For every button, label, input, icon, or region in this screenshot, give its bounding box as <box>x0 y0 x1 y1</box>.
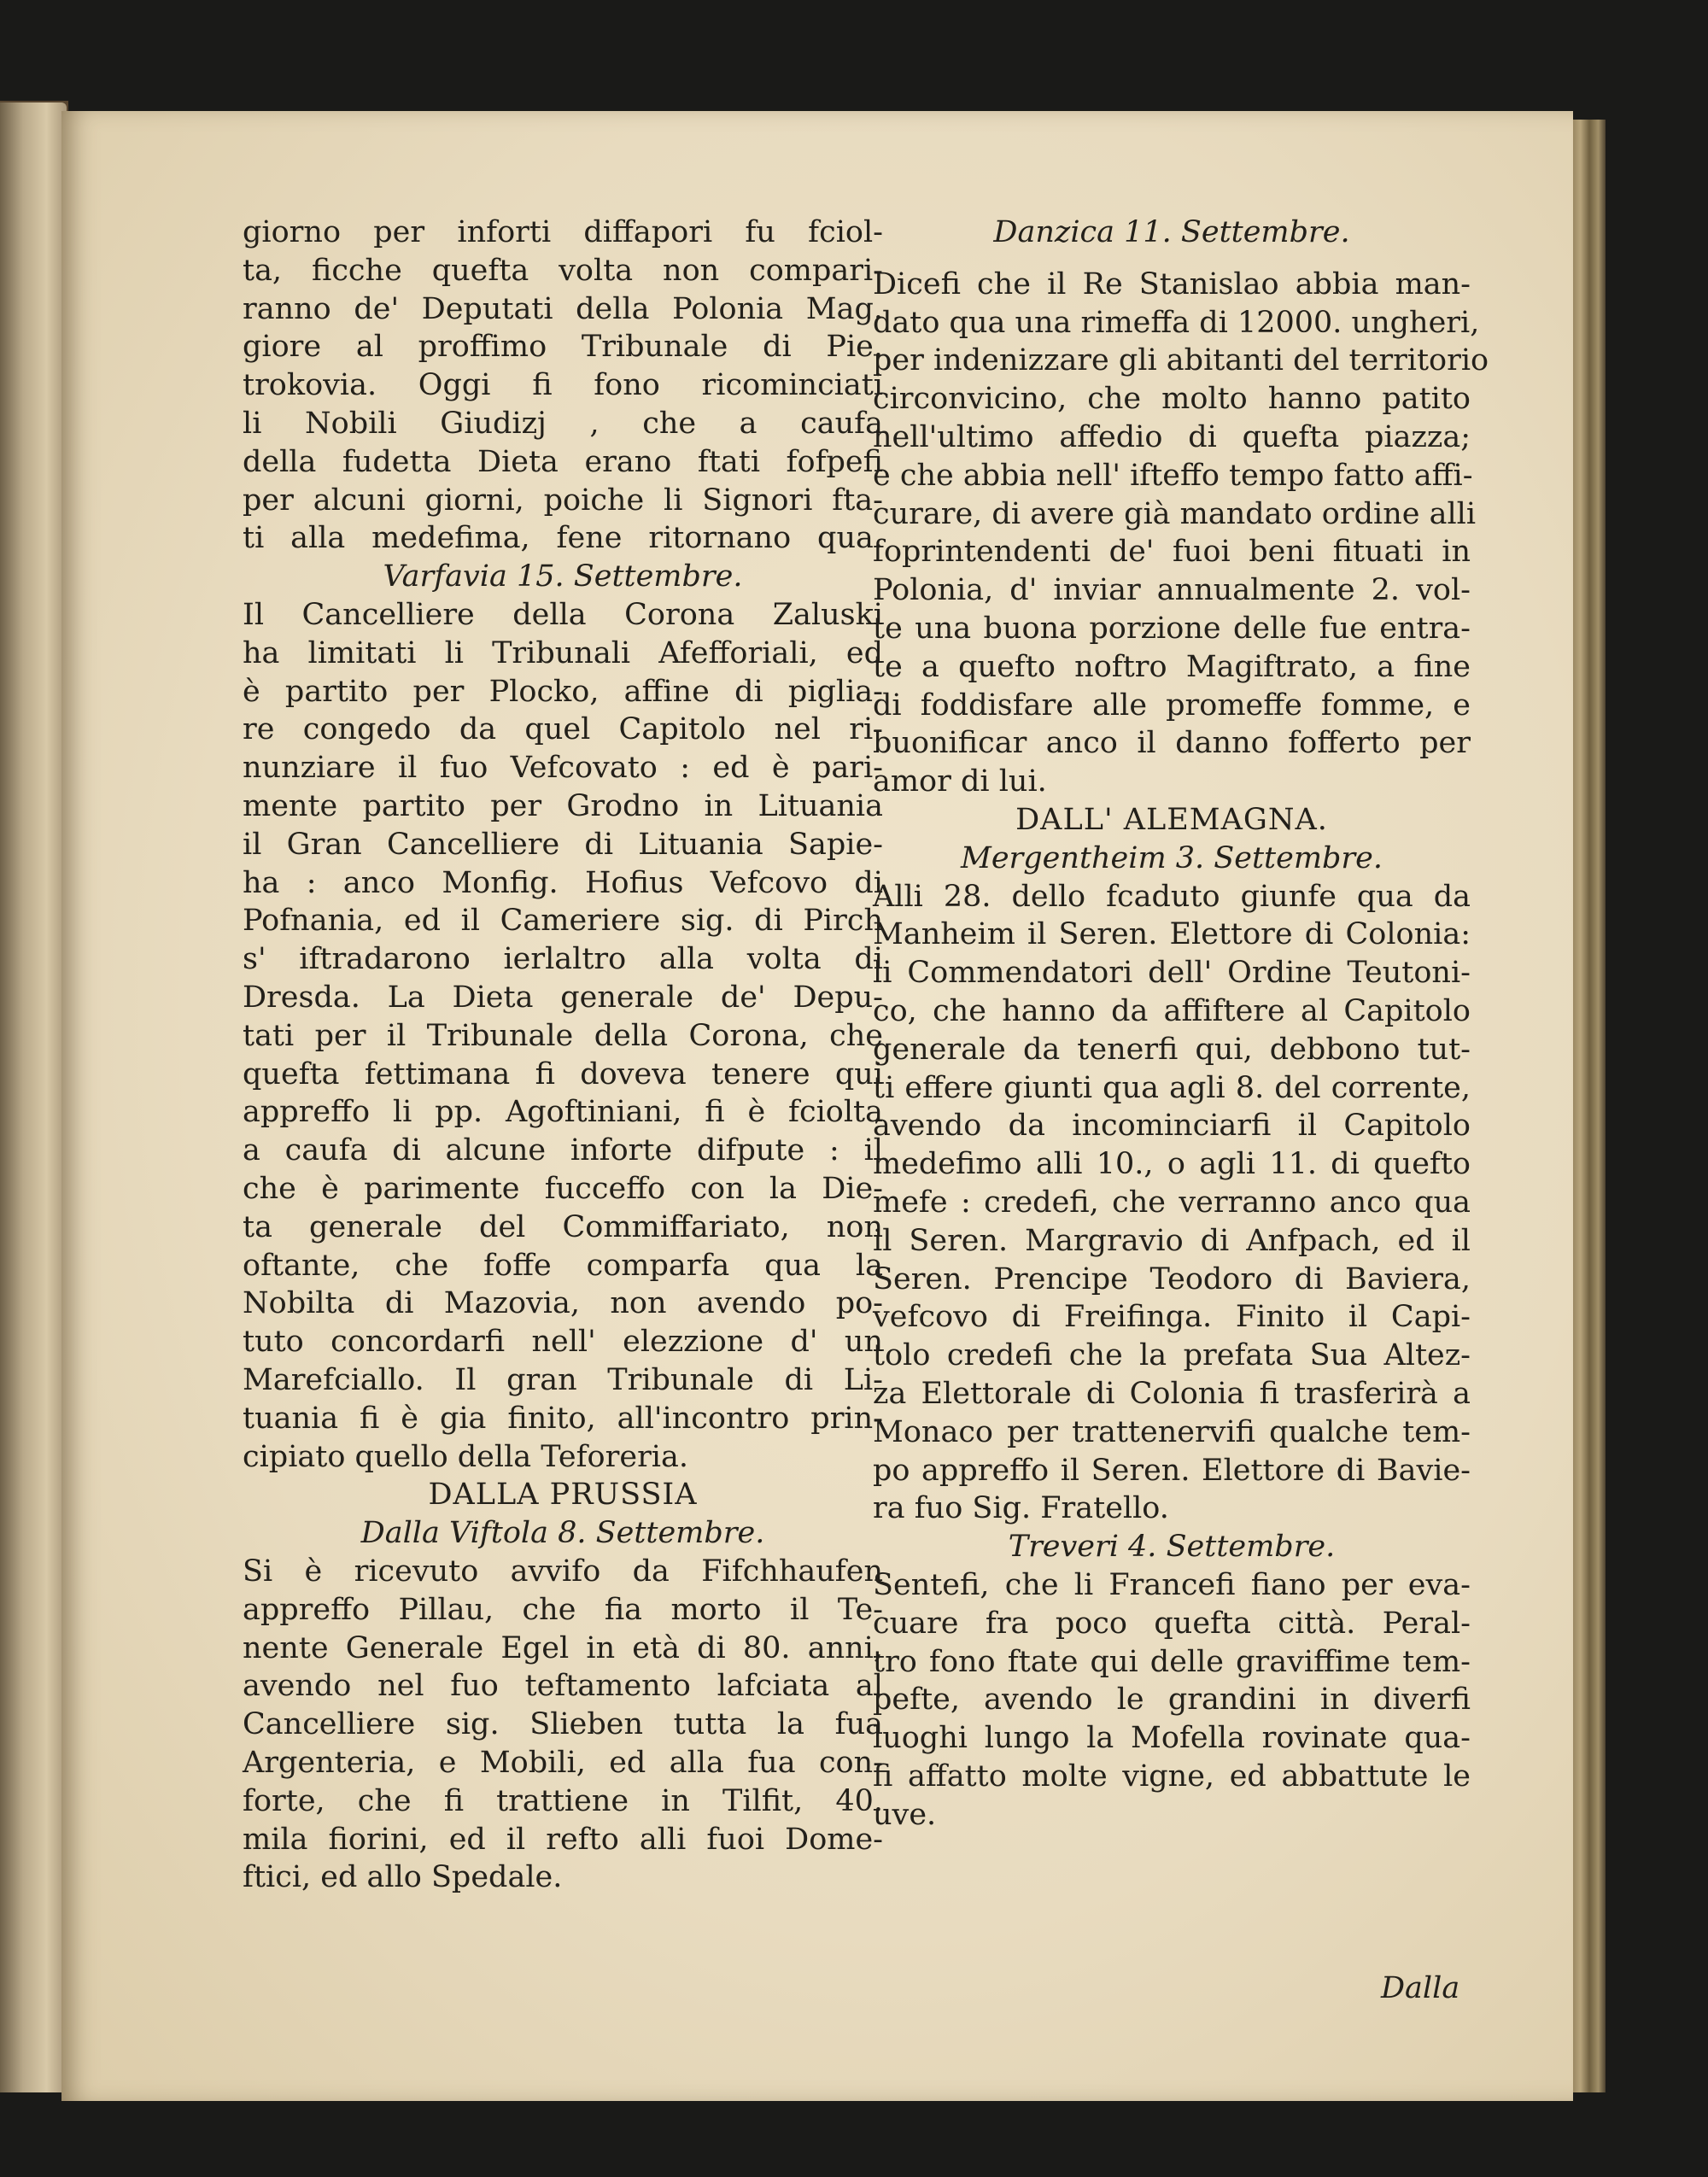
text-line: avendo nel fuo teftamento lafciata al <box>243 1669 883 1704</box>
text-line: per alcuni giorni, poiche li Signori fta- <box>243 483 883 518</box>
text-line: nente Generale Egel in età di 80. anni, <box>243 1630 883 1665</box>
text-line: amor di lui. <box>873 764 1047 799</box>
text-line: ra fuo Sig. Fratello. <box>873 1491 1169 1526</box>
text-line: Dresda. La Dieta generale de' Depu- <box>243 980 883 1015</box>
text-line: Il Cancelliere della Corona Zaluski <box>243 598 883 632</box>
text-line: trokovia. Oggi fi fono ricominciati <box>243 368 883 403</box>
text-line: per indenizzare gli abitanti del territorio <box>873 343 1489 378</box>
book-page <box>61 111 1573 2101</box>
dateline: Mergentheim 3. Settembre. <box>961 840 1383 875</box>
text-line: luoghi lungo la Mofella rovinate qua- <box>873 1721 1471 1756</box>
text-line: cipiato quello della Teforeria. <box>243 1439 688 1474</box>
text-line: il Seren. Margravio di Anfpach, ed il <box>873 1223 1471 1258</box>
text-line: te a quefto noftro Magiftrato, a fine <box>873 649 1471 684</box>
text-line: mente partito per Grodno in Lituania <box>243 789 883 823</box>
section-heading: DALLA PRUSSIA <box>428 1478 698 1513</box>
text-line: li Nobili Giudizj , che a caufa <box>243 407 883 441</box>
text-line: generale da tenerfi qui, debbono tut- <box>873 1032 1471 1067</box>
text-line: ti alla medefima, fene ritornano qua. <box>243 521 883 556</box>
text-line: ftici, ed allo Spedale. <box>243 1860 563 1895</box>
text-line: curare, di avere già mandato ordine alli <box>873 496 1477 531</box>
text-line: tati per il Tribunale della Corona, che <box>243 1018 883 1053</box>
text-line: Dicefi che il Re Stanislao abbia man- <box>873 266 1471 301</box>
text-line: buonificar anco il danno fofferto per <box>873 726 1471 761</box>
text-line: li Commendatori dell' Ordine Teutoni- <box>873 956 1471 991</box>
text-line: po appreffo il Seren. Elettore di Bavie- <box>873 1453 1471 1488</box>
text-line: tuania fi è gia finito, all'incontro prin- <box>243 1401 883 1436</box>
text-line: circonvicino, che molto hanno patito <box>873 382 1471 417</box>
text-line: Cancelliere sig. Slieben tutta la fua <box>243 1707 883 1742</box>
text-line: medefimo alli 10., o agli 11. di quefto <box>873 1147 1471 1182</box>
text-line: cuare fra poco quefta città. Peral- <box>873 1606 1471 1641</box>
text-line: vefcovo di Freifinga. Finito il Capi- <box>873 1300 1471 1335</box>
text-line: te una buona porzione delle fue entra- <box>873 612 1471 646</box>
text-line: Alli 28. dello fcaduto giunfe qua da <box>873 879 1471 914</box>
text-line: Argenteria, e Mobili, ed alla fua con- <box>243 1746 883 1780</box>
text-line: Nobilta di Mazovia, non avendo po- <box>243 1286 883 1321</box>
text-line: forte, che fi trattiene in Tilfit, 40. <box>243 1783 883 1818</box>
text-line: oftante, che foffe comparfa qua la <box>243 1248 883 1283</box>
text-line: ti effere giunti qua agli 8. del corrente, <box>873 1070 1471 1105</box>
page-stack-edge <box>1570 120 1606 2092</box>
text-line: Pofnania, ed il Cameriere sig. di Pirch <box>243 904 883 939</box>
text-line: za Elettorale di Colonia fi trasferirà a <box>873 1377 1471 1411</box>
text-line: il Gran Cancelliere di Lituania Sapie- <box>243 827 883 862</box>
text-line: Si è ricevuto avvifo da Fifchhaufen <box>243 1554 883 1589</box>
text-line: di foddisfare alle promeffe fomme, e <box>873 688 1471 723</box>
text-line: tolo credefi che la prefata Sua Altez- <box>873 1338 1471 1373</box>
text-line: della fudetta Dieta erano ftati fofpefi <box>243 444 883 479</box>
text-line: giore al proffimo Tribunale di Pie. <box>243 330 883 365</box>
catchword: Dalla <box>1381 1971 1460 2005</box>
text-line: Polonia, d' inviar annualmente 2. vol- <box>873 573 1471 608</box>
text-line: ha limitati li Tribunali Afefforiali, ed <box>243 635 883 670</box>
previous-page-edge <box>0 102 67 2092</box>
text-line: a caufa di alcune inforte difpute : il <box>243 1133 883 1168</box>
text-line: foprintendenti de' fuoi beni fituati in <box>873 535 1471 570</box>
text-line: s' iftradarono ierlaltro alla volta di <box>243 942 883 977</box>
dateline: Danzica 11. Settembre. <box>993 215 1350 249</box>
text-line: re congedo da quel Capitolo nel ri- <box>243 712 883 747</box>
section-heading: DALL' ALEMAGNA. <box>1015 803 1328 837</box>
text-line: Sentefi, che li Francefi fiano per eva- <box>873 1568 1471 1602</box>
text-line: uve. <box>873 1797 937 1832</box>
dateline: Varfavia 15. Settembre. <box>383 559 743 594</box>
text-line: che è parimente fucceffo con la Die- <box>243 1172 883 1206</box>
text-line: appreffo Pillau, che fia morto il Te- <box>243 1592 883 1627</box>
text-line: nell'ultimo affedio di quefta piazza; <box>873 420 1471 454</box>
text-line: nunziare il fuo Vefcovato : ed è pari- <box>243 751 883 786</box>
text-line: avendo da incominciarfi il Capitolo <box>873 1109 1471 1144</box>
text-line: dato qua una rimeffa di 12000. ungheri, <box>873 305 1480 340</box>
text-line: pefte, avendo le grandini in diverfi <box>873 1682 1471 1718</box>
text-line: Monaco per trattenervifi qualche tem- <box>873 1414 1471 1449</box>
text-line: tuto concordarfi nell' elezzione d' un <box>243 1325 883 1360</box>
text-line: tro fono ftate qui delle graviffime tem- <box>873 1644 1471 1679</box>
dateline: Treveri 4. Settembre. <box>1008 1530 1336 1565</box>
text-line: ranno de' Deputati della Polonia Mag. <box>243 291 883 326</box>
text-line: mila fiorini, ed il refto alli fuoi Dome- <box>243 1822 883 1857</box>
text-line: Marefciallo. Il gran Tribunale di Li- <box>243 1363 883 1397</box>
text-line: mefe : credefi, che verranno anco qua <box>873 1185 1471 1220</box>
text-line: ta, ficche quefta volta non compari- <box>243 253 883 288</box>
text-line: è partito per Plocko, affine di piglia- <box>243 674 883 709</box>
text-line: appreffo li pp. Agoftiniani, fi è fciolta <box>243 1095 883 1130</box>
text-line: e che abbia nell' ifteffo tempo fatto affi- <box>873 458 1473 493</box>
text-line: co, che hanno da affiftere al Capitolo <box>873 994 1471 1028</box>
text-line: Manheim il Seren. Elettore di Colonia: <box>873 917 1471 952</box>
text-line: quefta fettimana fi doveva tenere qui <box>243 1056 883 1091</box>
text-line: fi affatto molte vigne, ed abbattute le <box>873 1759 1471 1794</box>
text-line: ha : anco Monfig. Hofius Vefcovo di <box>243 865 883 900</box>
text-line: Seren. Prencipe Teodoro di Baviera, <box>873 1261 1471 1296</box>
text-line: giorno per inforti diffapori fu fciol- <box>243 215 883 249</box>
dateline: Dalla Viftola 8. Settembre. <box>360 1516 765 1551</box>
text-line: ta generale del Commiffariato, non <box>243 1209 883 1244</box>
